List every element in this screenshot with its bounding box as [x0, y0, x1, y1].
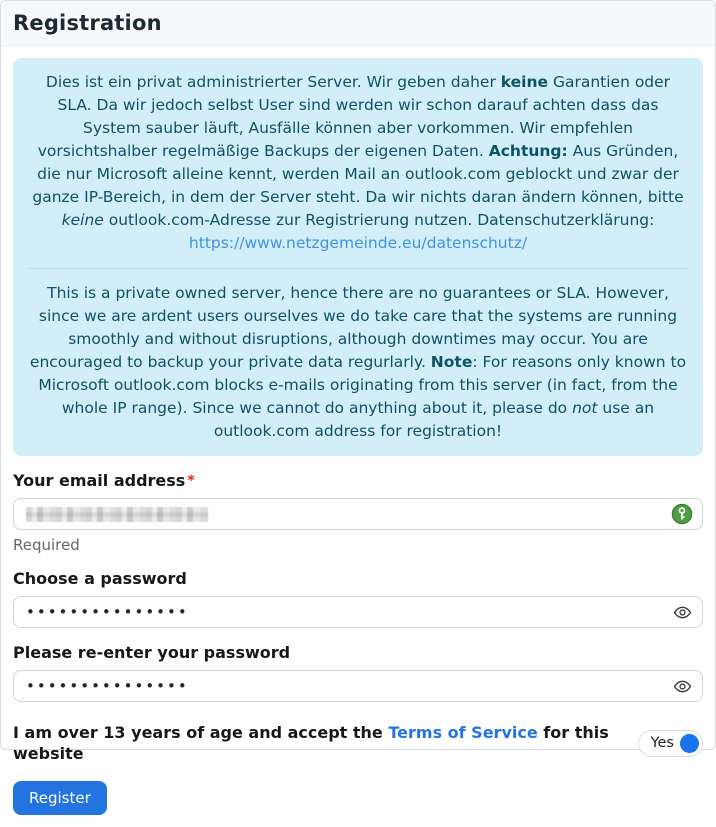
password-masked-value: •••••••••••••••: [26, 603, 189, 621]
alert-german-paragraph: Dies ist ein privat administrierter Server. Wir geben daher keine Garantien oder SLA. Da wir jedoch selbst User sind werden wir schon darauf achten dass das System sauber läuft, Ausfälle können aber vorkommen. Wir empfehlen vorsichtshalber regelmäßige Backups der eigenen Daten. Achtung: Aus Gründen, die nur Microsoft alleine kennt, werden Mail an outlook.com geblockt und zwar der ganze IP-Bereich, in dem der Server steht. Da wir nichts daran ändern können, bitte keine outlook.com-Adresse zur Registrierung nutzen. Datenschutzerklärung: https://www.netzgemeinde.eu/datenschutz/: [32, 73, 684, 252]
show-password-eye-icon[interactable]: [671, 601, 693, 623]
email-input[interactable]: [13, 498, 703, 530]
email-field-group: [13, 471, 703, 554]
password-field-group: [13, 569, 703, 628]
inline-link[interactable]: https://www.netzgemeinde.eu/datenschutz/: [188, 234, 528, 252]
password-confirm-field-group: [13, 643, 703, 702]
age-terms-toggle[interactable]: [638, 730, 703, 757]
server-info-alert: [13, 58, 703, 456]
password-confirm-input[interactable]: [13, 670, 703, 702]
email-helper-text: Required: [13, 536, 80, 554]
password-input[interactable]: [13, 596, 703, 628]
toggle-label: Yes: [650, 735, 674, 751]
page-title: Registration: [13, 11, 162, 35]
card-body: [1, 46, 715, 827]
terms-row: [13, 722, 703, 764]
required-asterisk: *: [187, 473, 195, 489]
password-confirm-label: Please re-enter your password: [13, 643, 291, 662]
password-confirm-masked-value: •••••••••••••••: [26, 677, 189, 695]
alert-divider: [29, 268, 687, 269]
inline-link[interactable]: Terms of Service: [388, 723, 538, 742]
alert-english-paragraph: This is a private owned server, hence there are no guarantees or SLA. However, since we are ardent users ourselves we do take care that the systems are running smoothly and without disruptions, although downtimes may occur. You are encouraged to backup your private data regurlarly. Note: For reasons only known to Microsoft outlook.com blocks e-mails originating from this server (in fact, from the whole IP range). Since we cannot do anything about it, please do not use an outlook.com address for registration!: [29, 284, 687, 440]
show-password-confirm-eye-icon[interactable]: [671, 675, 693, 697]
card-header: [1, 1, 715, 46]
email-label: Your email address *: [13, 471, 195, 490]
register-button[interactable]: Register: [13, 781, 107, 815]
keepassxc-key-icon[interactable]: [671, 503, 693, 525]
password-label: Choose a password: [13, 569, 187, 588]
email-redacted-value: [26, 507, 208, 522]
terms-label: I am over 13 years of age and accept the Terms of Service for this website: [13, 723, 609, 763]
